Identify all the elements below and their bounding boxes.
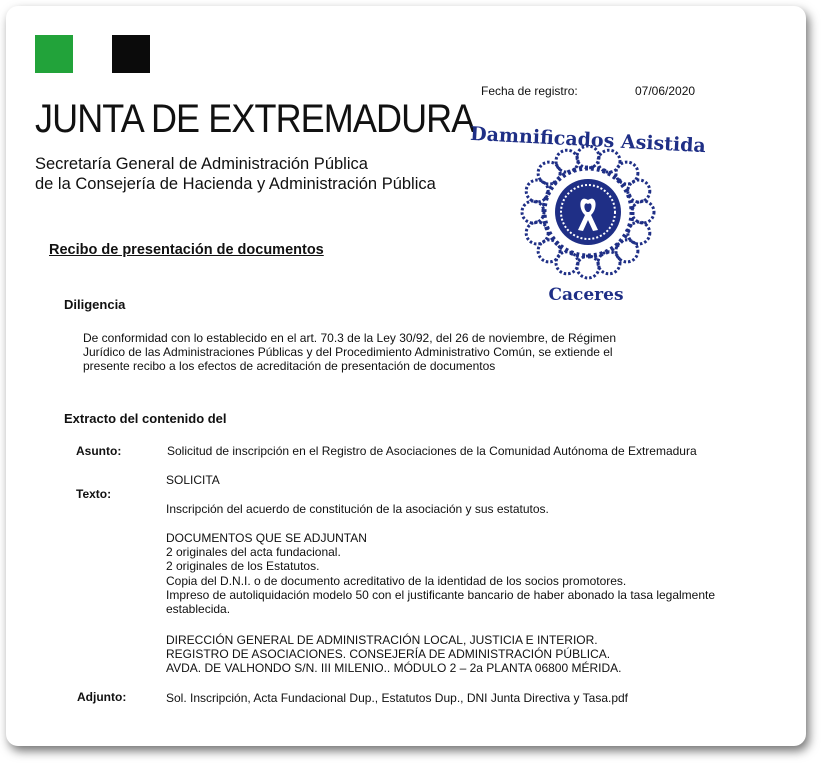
direccion-line: REGISTRO DE ASOCIACIONES. CONSEJERÍA DE ADMINISTRACIÓN PÚBLICA. bbox=[166, 647, 611, 662]
direccion-block bbox=[166, 633, 621, 676]
documentos-line: Impreso de autoliquidación modelo 50 con el justificante bancario de haber abonado la tasa legalmente bbox=[166, 587, 716, 602]
fecha-registro-label: Fecha de registro: bbox=[481, 84, 578, 98]
diligencia-line: Jurídico de las Administraciones Públicas y del Procedimiento Administrativo Común, se extiende el bbox=[83, 345, 613, 360]
adjunto-value[interactable]: Sol. Inscripción, Acta Fundacional Dup., Estatutos Dup., DNI Junta Directiva y Tasa.pdf bbox=[166, 691, 629, 705]
documentos-line: 2 originales del acta fundacional. bbox=[166, 545, 341, 560]
diligencia-line: presente recibo a los efectos de acreditación de presentación de documentos bbox=[83, 359, 496, 374]
asunto-label: Asunto: bbox=[76, 444, 122, 458]
doily-petal bbox=[556, 252, 578, 274]
documentos-line: DOCUMENTOS QUE SE ADJUNTAN bbox=[166, 531, 367, 545]
adjunto-label: Adjunto: bbox=[77, 690, 127, 704]
documentos-list bbox=[166, 531, 715, 616]
direccion-line: DIRECCIÓN GENERAL DE ADMINISTRACIÓN LOCAL, JUSTICIA E INTERIOR. bbox=[166, 633, 598, 647]
logo-bottom-text: Caceres bbox=[548, 285, 624, 305]
diligencia-heading: Diligencia bbox=[64, 297, 126, 312]
inscripcion-text: Inscripción del acuerdo de constitución de la asociación y sus estatutos. bbox=[166, 502, 549, 516]
asunto-value: Solicitud de inscripción en el Registro de Asociaciones de la Comunidad Autónoma de Extremadura bbox=[167, 444, 697, 458]
doily-petal bbox=[628, 180, 650, 202]
org-subtitle-line1: Secretaría General de Administración Pública bbox=[35, 155, 368, 173]
green-square bbox=[35, 35, 73, 73]
doily-petal bbox=[577, 256, 599, 278]
direccion-line: AVDA. DE VALHONDO S/N. III MILENIO.. MÓDULO 2 – 2a PLANTA 06800 MÉRIDA. bbox=[166, 661, 622, 676]
diligencia-line: De conformidad con lo establecido en el art. 70.3 de la Ley 30/92, del 26 de noviembre, de Régimen bbox=[83, 331, 617, 345]
extracto-heading: Extracto del contenido del bbox=[64, 411, 227, 426]
doily-petal bbox=[598, 150, 620, 172]
solicita-text: SOLICITA bbox=[166, 473, 220, 487]
fecha-registro-value: 07/06/2020 bbox=[635, 84, 696, 98]
texto-label: Texto: bbox=[76, 487, 112, 501]
org-subtitle-line2: de la Consejería de Hacienda y Administración Pública bbox=[35, 175, 436, 193]
org-name: JUNTA DE EXTREMADURA bbox=[35, 97, 475, 141]
diligencia-paragraph bbox=[83, 331, 616, 374]
doily-icon bbox=[522, 146, 654, 278]
association-logo bbox=[469, 120, 707, 305]
logo-top-text: Damnificados Asistida bbox=[469, 122, 707, 158]
document-title: Recibo de presentación de documentos bbox=[49, 242, 324, 258]
black-square bbox=[112, 35, 150, 73]
documentos-line: establecida. bbox=[166, 602, 231, 617]
documentos-line: Copia del D.N.I. o de documento acreditativo de la identidad de los socios promotores. bbox=[166, 573, 627, 588]
doily-petal bbox=[632, 201, 654, 223]
doily-petal bbox=[522, 201, 544, 223]
documentos-line: 2 originales de los Estatutos. bbox=[166, 559, 320, 574]
